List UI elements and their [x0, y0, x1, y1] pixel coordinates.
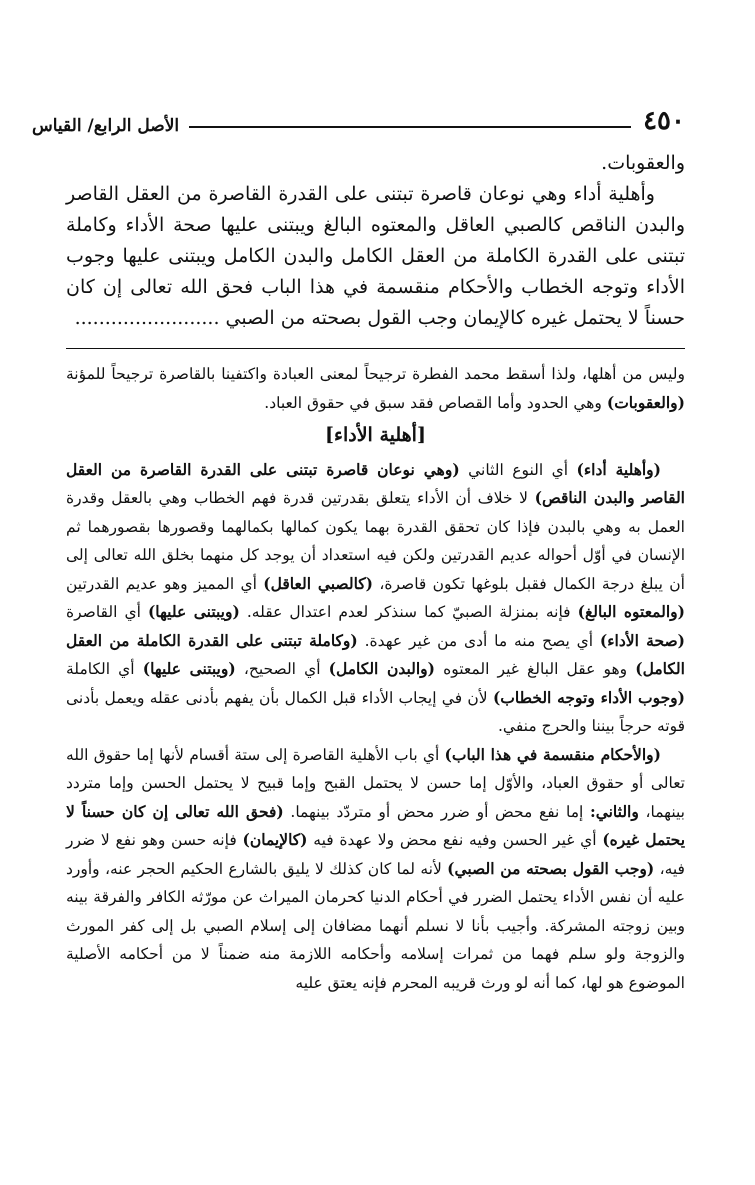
commentary-bold: (وكاملة تبتنى على القدرة الكاملة من العقل الكامل): [66, 630, 685, 678]
commentary-text: أي يصح منه ما أدى من غير عهدة.: [364, 631, 594, 650]
main-line-1: والعقوبات.: [601, 152, 685, 174]
main-text: [66, 148, 685, 334]
commentary-bold: (فحق الله تعالى إن كان حسناً لا يحتمل غيره): [66, 801, 686, 849]
commentary-text: لأن في إيجاب الأداء قبل الكمال بأن يفهم بأدنى عقله ويعمل بأدنى قوته حرجاً بيننا والحرج منفي.: [66, 688, 685, 735]
commentary-text: وليس من أهلها، ولذا أسقط محمد الفطرة ترجيحاً لمعنى العبادة واكتفينا بالقاصرة ترجيحاً للمؤنة: [66, 365, 685, 383]
commentary: [66, 360, 685, 997]
commentary-bold: (صحة الأداء): [599, 630, 685, 650]
commentary-text: فإنه بمنزلة الصبيّ كما سنذكر لعدم اعتدال عقله.: [246, 603, 571, 621]
commentary-text: أي القاصرة: [66, 603, 141, 621]
commentary-bold: (وجوب الأداء وتوجه الخطاب): [492, 687, 685, 707]
commentary-paragraph-1: [66, 360, 685, 417]
commentary-text: لأنه لما كان كذلك لا يليق بالشارع الحكيم الحجر عنه، وأورد عليه أن نفس الأداء يحتمل الضرر في أحكام الدنيا كحرمان الميراث عن مورّثه الكافر والفرقة بينه وبين زوجته المشركة. وأجيب بأنا لا نسلم أنهما مضافان إلى إسلام الصبي بل إلى كفر المورث والزوجة ولو سلم فهما من ثمرات إسلامه وأحكامه اللازمة منه ضمناً لا من أحكامه الأصلية الموضوع هو لها، كما أنه لو ورث قريبه المحرم فإنه يعتق عليه: [66, 859, 685, 992]
commentary-text: أي المميز وهو عديم القدرتين: [66, 574, 257, 593]
page-header: [32, 96, 685, 136]
commentary-text: أي النوع الثاني: [468, 460, 569, 479]
commentary-bold: (والمعتوه البالغ): [577, 602, 685, 621]
commentary-bold: (ويبتنى عليها): [147, 602, 240, 621]
commentary-paragraph-3: [66, 741, 685, 998]
commentary-bold: (كالإيمان): [242, 830, 308, 849]
commentary-text: لا خلاف أن الأداء يتعلق بقدرتين قدرة فهم الخطاب وهي بالعقل وقدرة العمل به وهي بالبدن فإذا كان تحقق القدرة بهما يكون كمالها بكمالهما وقصورها بقصورهما ثم الإنسان في أوّل أحواله عديم القدرتين ولكن فيه استعداد أن يوجد كل منهما بخلق الله تعالى إلى أن يبلغ درجة الكمال فقبل بلوغها تكون قاصرة،: [66, 489, 685, 593]
commentary-bold: (والبدن الكامل): [328, 659, 435, 678]
footnote-separator: [66, 348, 685, 349]
commentary-bold: (وجب القول بصحته من الصبي): [447, 858, 655, 878]
commentary-bold: (وأهلية أداء): [576, 459, 662, 479]
commentary-bold: (كالصبي العاقل): [263, 573, 374, 593]
commentary-text: أي باب الأهلية القاصرة إلى ستة أقسام لأنها إما حقوق الله تعالى أو حقوق العباد، والأوّل إما حسن لا يحتمل القبح وإما قبيح لا يحتمل الحسن وإما متردد بينهما،: [66, 745, 685, 821]
section-heading: [أهلية الأداء]: [325, 424, 426, 446]
commentary-bold: (والأحكام منقسمة في هذا الباب): [444, 744, 661, 764]
running-title: الأصل الرابع/ القياس: [32, 116, 180, 136]
commentary-text: أي الصحيح،: [243, 660, 321, 678]
page-number: ٤٥٠: [643, 106, 685, 136]
commentary-paragraph-2: [66, 456, 685, 741]
commentary-bold: (ويبتنى عليها): [142, 659, 236, 678]
commentary-bold: (والعقوبات): [606, 392, 685, 412]
commentary-text: وهو عقل البالغ غير المعتوه: [443, 660, 628, 678]
commentary-text: وهي الحدود وأما القصاص فقد سبق في حقوق العباد.: [264, 393, 602, 412]
commentary-text: أي غير الحسن وفيه نفع محض ولا عهدة فيه: [313, 831, 597, 849]
commentary-bold: (وهي نوعان قاصرة تبتنى على القدرة القاصرة من العقل القاصر والبدن الناقص): [66, 459, 685, 507]
commentary-text: إما نفع محض أو ضرر محض أو متردّد بينهما.: [290, 802, 584, 821]
header-rule: [189, 126, 631, 128]
main-paragraph-1: وأهلية أداء وهي نوعان قاصرة تبتنى على القدرة القاصرة من العقل القاصر والبدن الناقص كالصبي العاقل والمعتوه البالغ ويبتنى عليها صحة الأداء وكاملة تبتنى على القدرة الكاملة من العقل الكامل والبدن الكامل ويبتنى عليها وجوب الأداء وتوجه الخطاب والأحكام منقسمة في هذا الباب فحق الله تعالى إن كان حسناً لا يحتمل غيره كالإيمان وجب القول بصحته من الصبي ........................: [66, 183, 685, 329]
commentary-text: فإنه حسن وهو نفع لا ضرر فيه،: [66, 831, 685, 878]
commentary-text: أي الكاملة: [66, 660, 135, 678]
commentary-bold: والثاني:: [589, 801, 639, 821]
